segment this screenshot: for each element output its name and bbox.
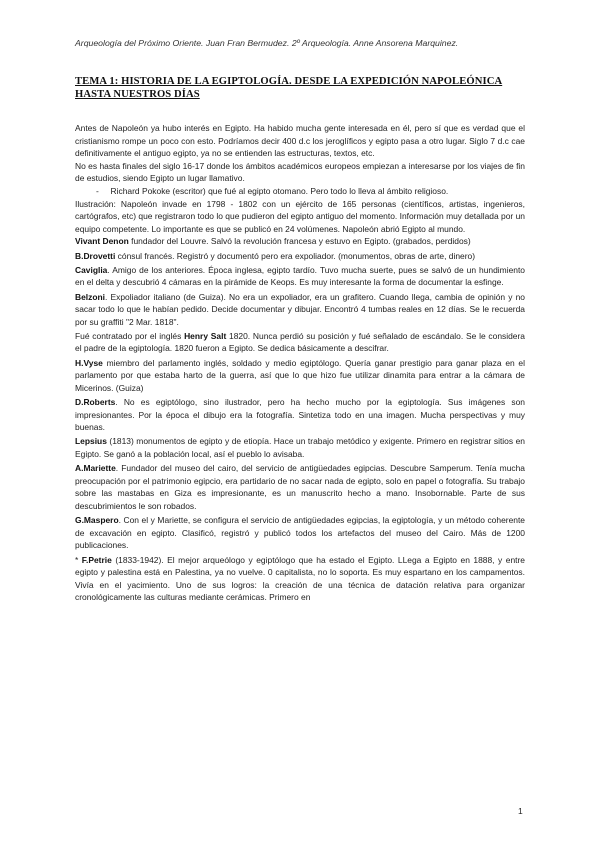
- paragraph: D.Roberts. No es egiptólogo, sino ilustrador, pero ha hecho mucho por la egiptología. Sus imágenes son impresionantes. Por la época el dibujo era la fotografía. Sintetiza todo en una imagen. Mucha perspectivas y muy buenas.: [75, 397, 525, 433]
- person-name: Lepsius: [75, 436, 107, 447]
- page-header: Arqueología del Próximo Oriente. Juan Fran Bermudez. 2º Arqueología. Anne Ansorena Marquinez.: [75, 38, 459, 48]
- paragraph: Ilustración: Napoleón invade en 1798 - 1802 con un ejército de 165 personas (científicos, artistas, ingenieros, cartógrafos, etc) que registraron todo lo que pudieron del egipto antiguo del momento. Información muy detallada por un equipo competente. Lo importante es que se publicó en 24 volúmenes. Napoleón abrió Egipto al mundo.: [75, 198, 525, 234]
- person-name: H.Vyse: [75, 357, 103, 368]
- body-text: [75, 122, 525, 604]
- page-number: 1: [518, 806, 523, 816]
- paragraph: A.Mariette. Fundador del museo del cairo, del servicio de antigüedades egipcias. Descubre Samperum. Tenía mucha preocupación por el patrimonio egipcio, era partidario de no sacar nada de egipto, solo en papel o fotografía. Su trabajo sobre las mastabas en Giza es impresionante, es un manuscrito hecho a mano. Insobornable. Parte de sus descubrimientos le son robados.: [75, 463, 525, 511]
- bullet-marker: -: [96, 185, 99, 196]
- person-name: F.Petrie: [81, 554, 112, 565]
- paragraph: H.Vyse miembro del parlamento inglés, soldado y medio egiptólogo. Quería ganar prestigio para ganar plaza en el parlamento por que estaba harto de la guerra, así que lo que hizo fue utilizar dinamita para entrar a la cámara de Micerinos. (Guiza): [75, 357, 525, 393]
- person-name: G.Maspero: [75, 515, 119, 526]
- person-name: Vivant Denon: [75, 236, 129, 247]
- paragraph: Fué contratado por el inglés Henry Salt 1820. Nunca perdió su posición y fué señalado de escándalo. Se le considera el padre de la egiptología. 1820 fueron a Egipto. Se dedica básicamente a descifrar.: [75, 330, 526, 354]
- paragraph: Lepsius (1813) monumentos de egipto y de etiopía. Hace un trabajo metódico y exigente. Primero en registrar sitios en Egipto. Se ganó a la población local, así el pueblo lo avisaba.: [75, 436, 525, 459]
- paragraph: * F.Petrie (1833-1942). El mejor arqueólogo y egiptólogo que ha estado el Egipto. LLega a Egipto en 1888, y entre egipto y palestina está en Palestina, ya no vuelve. 0 capitalista, no lo soporta. Es muy espartano en los campamentos. Vivía en el yacimiento. Uno de sus logros: la creación de una técnica de datación relativa para organizar cronológicamente las culturas mediante cerámicas. Primero en: [75, 554, 525, 603]
- paragraph: Vivant Denon fundador del Louvre. Salvó la revolución francesa y estuvo en Egipto. (grabados, perdidos): [75, 236, 471, 247]
- paragraph: Antes de Napoleón ya hubo interés en Egipto. Ha habido mucha gente interesada en él, pero sí que es verdad que el cristianismo rompe un poco con esto. Podríamos decir 400 d.c los jeroglíficos y egipto pasa a otro lugar. Siglo 7 d.c cae definitivamente el antiguo egipto, ya no se entienden las estructuras, textos, etc.: [75, 123, 525, 159]
- paragraph: Caviglia. Amigo de los anteriores. Época inglesa, egipto tardío. Tuvo mucha suerte, pues se salvó de un hundimiento en el delta y descubrió 4 cámaras en la pirámide de Keops. Es muy interesante la forma de documentar la esfinge.: [75, 264, 525, 288]
- paragraph: B.Drovetti cónsul francés. Registró y documentó pero era expoliador. (monumentos, obras de arte, dinero): [75, 250, 476, 261]
- bullet-item: - Richard Pokoke (escritor) que fué al egipto otomano. Pero todo lo lleva al ámbito religioso.: [96, 185, 449, 196]
- person-name: Belzoni: [75, 291, 106, 302]
- paragraph: Belzoni. Expoliador italiano (de Guiza). No era un expoliador, era un grafitero. Cuando llega, cambia de opinión y no sacar todo lo que le habían pedido. Decide documentar y dibujar. Encontró 4 tumbas reales en 12 días. Se le recuerda por su graffiti "2 Mar. 1818".: [75, 291, 525, 327]
- person-name: A.Mariette: [75, 463, 116, 474]
- paragraph: No es hasta finales del siglo 16-17 donde los ámbitos académicos europeos empiezan a interesarse por los viajes de fin de estudios, siendo Egipto un lugar llamativo.: [75, 160, 525, 184]
- paragraph: G.Maspero. Con el y Mariette, se configura el servicio de antigüedades egipcias, la egiptología, y un método coherente de excavación en egipto. Clasificó, registró y publicó todos los artefactos del museo del Cairo. Más de 1200 publicaciones.: [75, 515, 525, 551]
- document-title: TEMA 1: HISTORIA DE LA EGIPTOLOGÍA. DESDE LA EXPEDICIÓN NAPOLEÓNICA HASTA NUESTROS DÍAS: [75, 76, 503, 100]
- person-name: Caviglia: [75, 264, 108, 275]
- person-name: Henry Salt: [184, 330, 227, 341]
- person-name: D.Roberts: [75, 397, 116, 408]
- person-name: B.Drovetti: [75, 250, 116, 261]
